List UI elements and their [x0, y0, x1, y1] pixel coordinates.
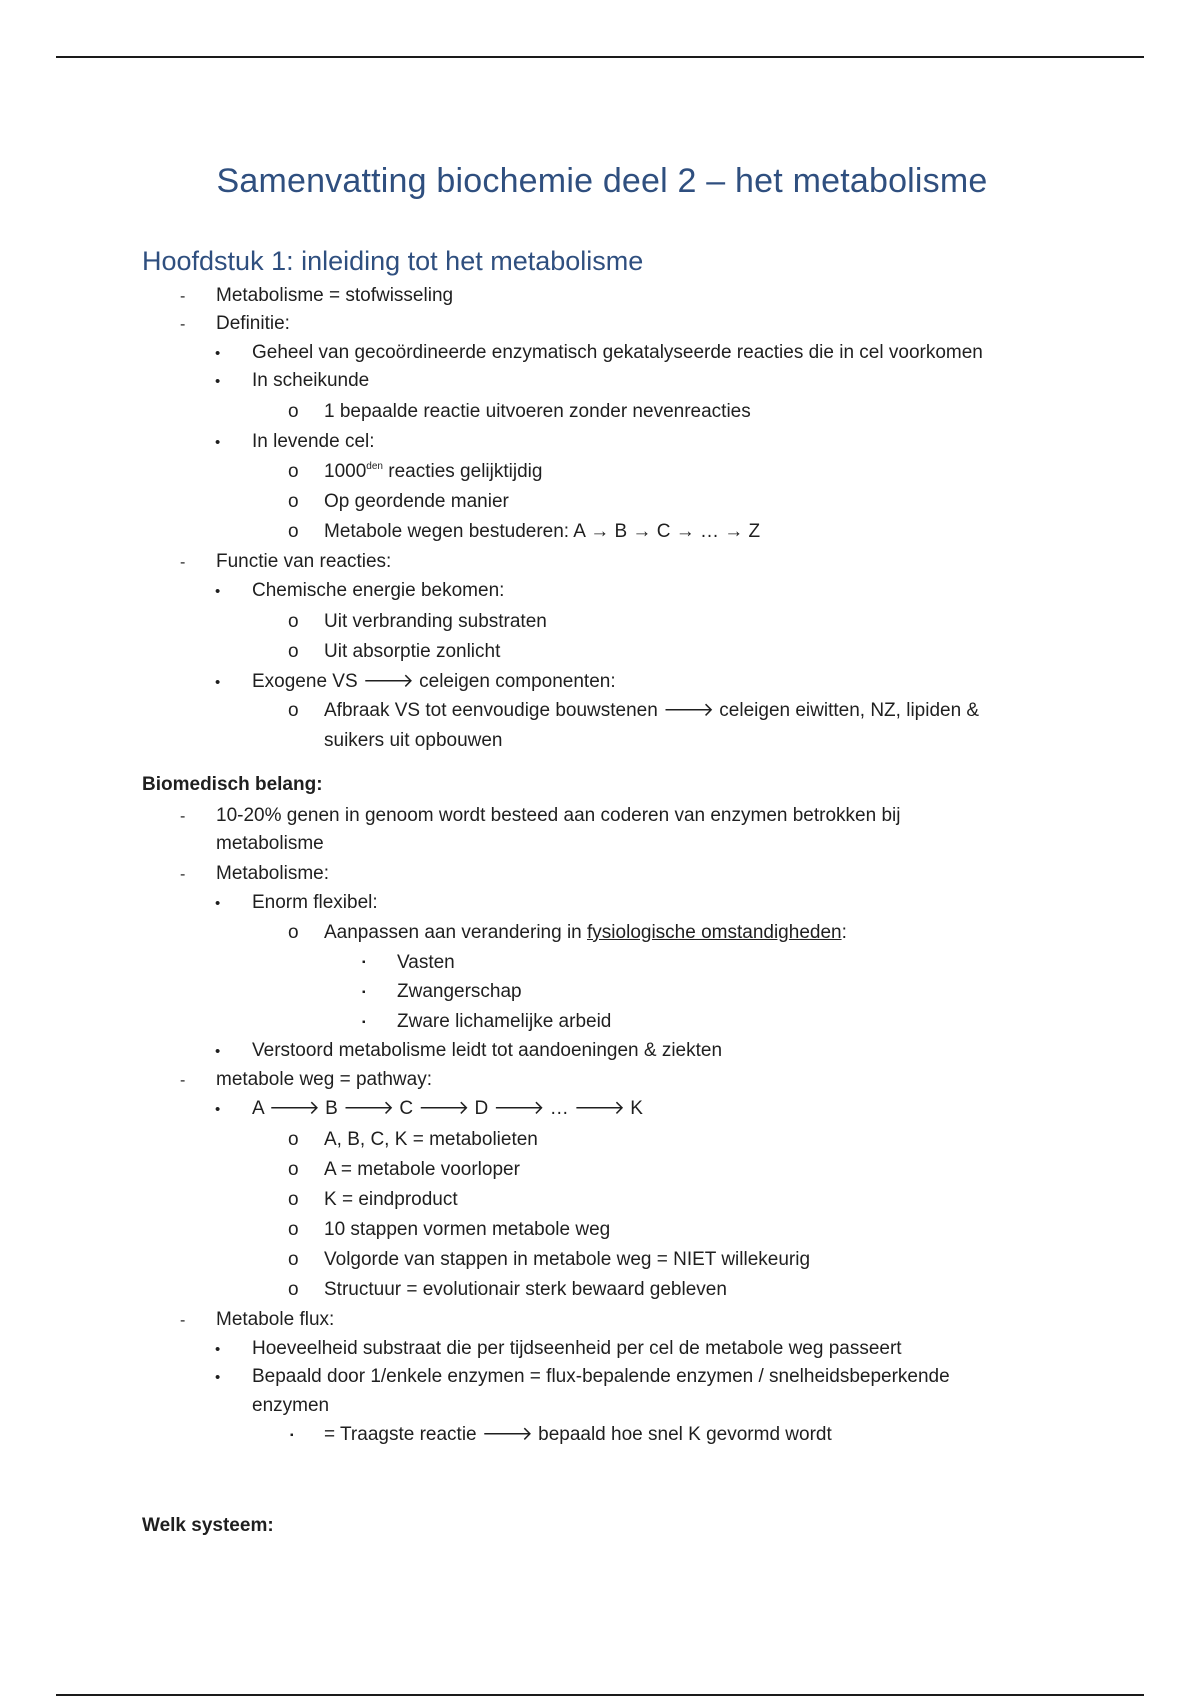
circle-marker: o: [288, 611, 299, 632]
circle-marker: o: [288, 521, 299, 542]
footer-rule: [56, 1694, 1144, 1696]
list-item: Metabole flux:: [216, 1309, 335, 1330]
list-item: Geheel van gecoördineerde enzymatisch gekatalyseerde reacties die in cel voorkomen: [252, 342, 983, 363]
superscript: den: [366, 461, 383, 472]
list-item: K = eindproduct: [324, 1189, 458, 1210]
list-item: Hoeveelheid substraat die per tijdseenheid per cel de metabole weg passeert: [252, 1338, 902, 1359]
circle-marker: o: [288, 1219, 299, 1240]
underlined-term: fysiologische omstandigheden: [587, 922, 842, 943]
list-item: Volgorde van stappen in metabole weg = NIET willekeurig: [324, 1249, 811, 1270]
bullet-marker: •: [215, 583, 221, 600]
count-value: 1000: [324, 461, 367, 482]
bullet-marker: •: [215, 1043, 221, 1060]
dash-marker: -: [180, 866, 186, 883]
bullet-marker: •: [215, 434, 221, 451]
list-item: Metabolisme:: [216, 863, 329, 884]
list-item-continuation: suikers uit opbouwen: [324, 730, 503, 751]
circle-marker: o: [288, 1159, 299, 1180]
list-item: Exogene VS 🡒 celeigen componenten:: [252, 671, 616, 692]
list-item: Functie van reacties:: [216, 551, 392, 572]
list-item-text: :: [841, 922, 847, 943]
list-item: = Traagste reactie 🡒 bepaald hoe snel K gevormd wordt: [324, 1424, 832, 1445]
list-item: Verstoord metabolisme leidt tot aandoeningen & ziekten: [252, 1040, 723, 1061]
dash-marker: -: [180, 808, 186, 825]
bullet-marker: •: [215, 1341, 221, 1358]
list-item: Bepaald door 1/enkele enzymen = flux-bepalende enzymen / snelheidsbeperkende: [252, 1366, 950, 1387]
section-heading: Welk systeem:: [142, 1515, 274, 1536]
square-marker: ▪: [290, 1430, 294, 1441]
circle-marker: o: [288, 641, 299, 662]
dash-marker: -: [180, 1312, 186, 1329]
circle-marker: o: [288, 922, 299, 943]
list-item: [324, 921, 847, 945]
circle-marker: o: [288, 461, 299, 482]
list-item: Uit verbranding substraten: [324, 611, 547, 632]
dash-marker: -: [180, 1072, 186, 1089]
list-item: metabole weg = pathway:: [216, 1069, 432, 1090]
list-item: 10-20% genen in genoom wordt besteed aan coderen van enzymen betrokken bij: [216, 805, 901, 826]
list-item: Vasten: [397, 952, 455, 973]
bullet-marker: •: [215, 345, 221, 362]
circle-marker: o: [288, 700, 299, 721]
list-item: Zwangerschap: [397, 981, 522, 1002]
list-item: Structuur = evolutionair sterk bewaard gebleven: [324, 1279, 727, 1300]
list-item: A = metabole voorloper: [324, 1159, 520, 1180]
list-item: A, B, C, K = metabolieten: [324, 1129, 538, 1150]
header-rule: [56, 56, 1144, 58]
list-item: In levende cel:: [252, 431, 375, 452]
bullet-marker: •: [215, 1101, 221, 1118]
dash-marker: -: [180, 288, 186, 305]
page-title: Samenvatting biochemie deel 2 – het metabolisme: [216, 162, 988, 200]
list-item-continuation: metabolisme: [216, 833, 324, 854]
list-item: Metabolisme = stofwisseling: [216, 285, 454, 306]
square-marker: ▪: [362, 987, 366, 998]
list-item: Zware lichamelijke arbeid: [397, 1011, 612, 1032]
list-item: Op geordende manier: [324, 491, 509, 512]
circle-marker: o: [288, 1249, 299, 1270]
list-item: In scheikunde: [252, 370, 370, 391]
list-item-text: Aanpassen aan verandering in: [324, 922, 588, 943]
list-item: Enorm flexibel:: [252, 892, 378, 913]
bullet-marker: •: [215, 373, 221, 390]
circle-marker: o: [288, 1279, 299, 1300]
list-item: 1 bepaalde reactie uitvoeren zonder nevenreacties: [324, 401, 751, 422]
section-heading: Biomedisch belang:: [142, 774, 323, 795]
list-item: A 🡒 B 🡒 C 🡒 D 🡒 … 🡒 K: [252, 1098, 643, 1119]
list-item-text: reacties gelijktijdig: [382, 461, 543, 482]
circle-marker: o: [288, 1129, 299, 1150]
dash-marker: -: [180, 554, 186, 571]
list-item: Uit absorptie zonlicht: [324, 641, 501, 662]
list-item: Metabole wegen bestuderen: A → B → C → … → Z: [324, 521, 761, 542]
list-item: [324, 460, 542, 484]
square-marker: ▪: [362, 957, 366, 968]
bullet-marker: •: [215, 1369, 221, 1386]
dash-marker: -: [180, 316, 186, 333]
list-item: 10 stappen vormen metabole weg: [324, 1219, 611, 1240]
list-item-continuation: enzymen: [252, 1395, 330, 1416]
bullet-marker: •: [215, 674, 221, 691]
list-item: Afbraak VS tot eenvoudige bouwstenen 🡒 celeigen eiwitten, NZ, lipiden &: [324, 700, 980, 721]
chapter-heading: Hoofdstuk 1: inleiding tot het metabolisme: [142, 246, 644, 276]
list-item: Definitie:: [216, 313, 290, 334]
bullet-marker: •: [215, 895, 221, 912]
circle-marker: o: [288, 401, 299, 422]
list-item: Chemische energie bekomen:: [252, 580, 505, 601]
circle-marker: o: [288, 1189, 299, 1210]
square-marker: ▪: [362, 1017, 366, 1028]
circle-marker: o: [288, 491, 299, 512]
